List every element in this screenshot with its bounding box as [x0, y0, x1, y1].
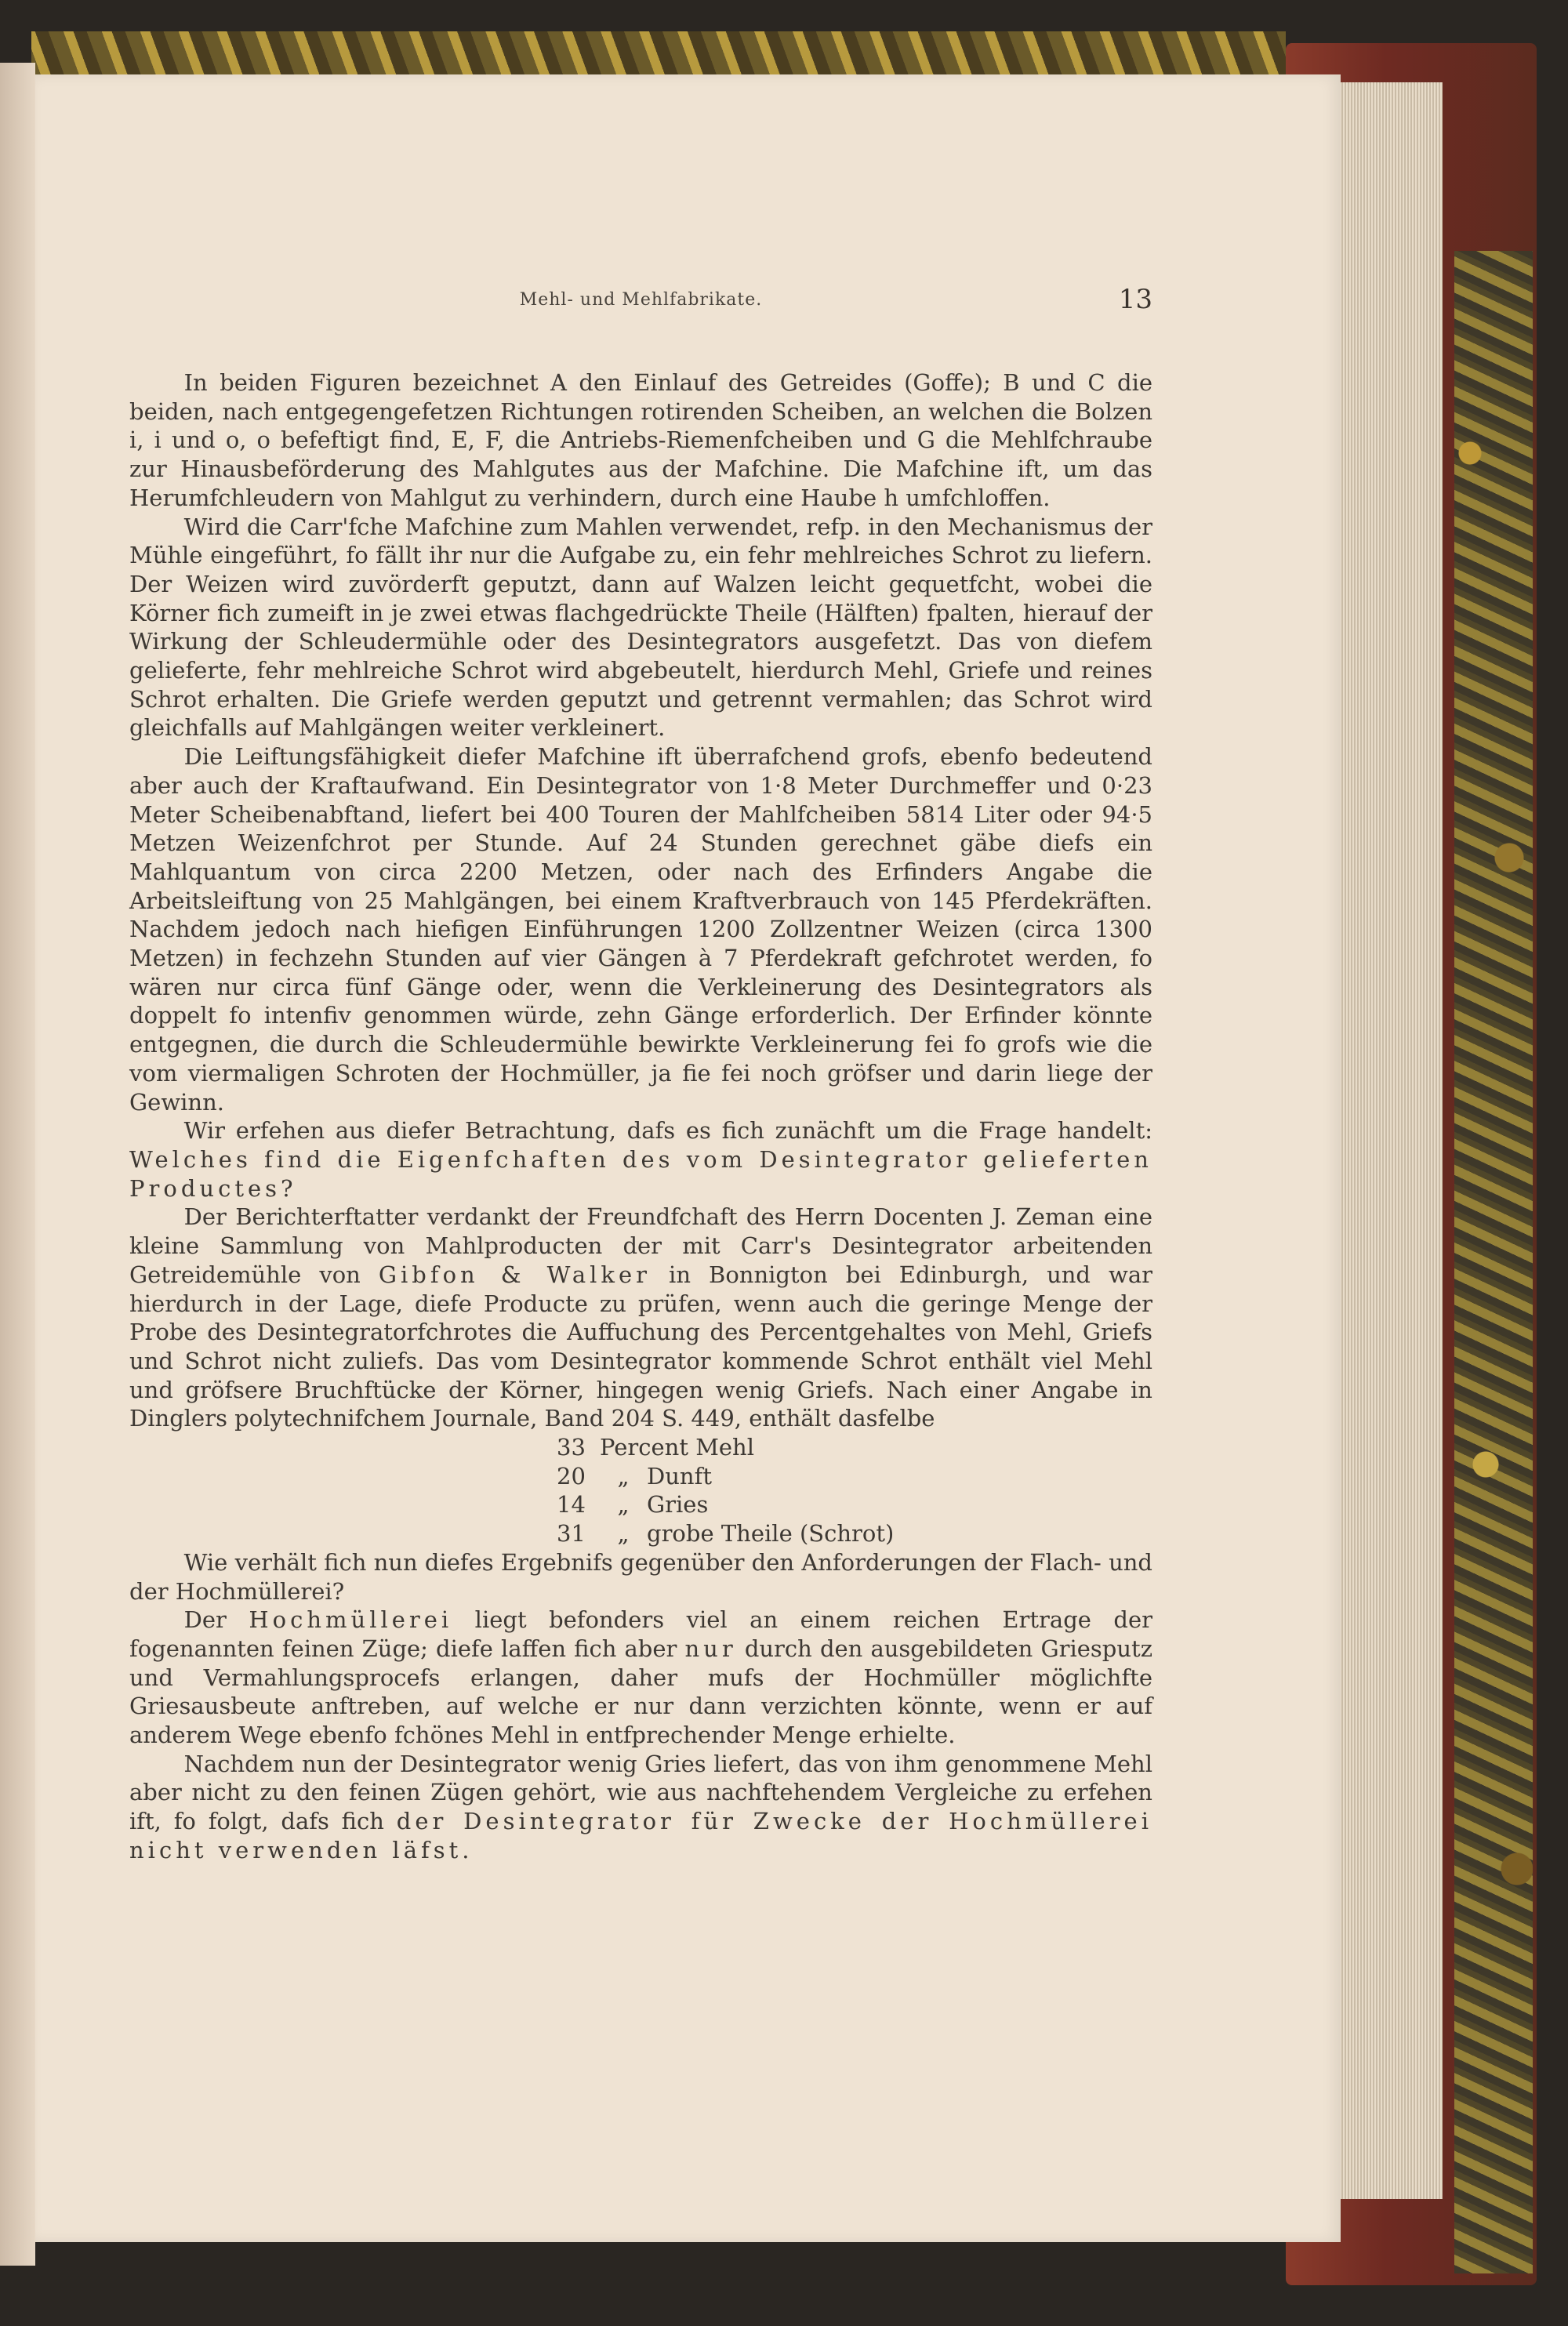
composition-label: Dunft	[647, 1462, 712, 1490]
page-stack-edge	[1337, 82, 1443, 2199]
composition-percent: 31	[557, 1520, 586, 1548]
paragraph-4-text: Wir erfehen aus diefer Betrachtung, dafs es fich zunächft um die Frage handelt:	[183, 1117, 1152, 1145]
composition-row	[557, 1462, 1152, 1491]
composition-percent: 33	[557, 1434, 586, 1461]
paragraph-1: In beiden Figuren bezeichnet A den Einlauf des Getreides (Goffe); B und C die beiden, nach entgegengefetzen Richtungen rotirenden Scheiben, an welchen die Bolzen i, i und o, o befeftigt find, E, F, die Antriebs-Riemenfcheiben und G die Mehlfchraube zur Hinausbeförderung des Mahlgutes aus der Mafchine. Die Mafchine ift, um das Herumfchleudern von Mahlgut zu verhindern, durch eine Haube h umfchloffen.	[129, 369, 1152, 511]
hochmuellerei-emphasis: Hochmüllerei	[249, 1606, 453, 1634]
left-page-edge	[0, 63, 35, 2266]
text-block	[129, 284, 1152, 1865]
paragraph-4	[129, 1116, 1152, 1203]
paragraph-5-text-b: in Bonnigton bei Edinburgh, und war hierdurch in der Lage, diefe Producte zu prüfen, wenn auch die geringe Menge der Probe des Desintegratorfchrotes die Auffuchung des Percentgehaltes von Mehl, Griefs und Schrot nicht zuliefs. Das vom Desintegrator kommende Schrot enthält viel Mehl und gröfsere Bruchftücke der Körner, hingegen wenig Griefs. Nach einer Angabe in Dinglers polytechnifchem Journale, Band 204 S. 449, enthält dasfelbe	[129, 1261, 1152, 1432]
page-number: 13	[1118, 284, 1152, 315]
paragraph-8	[129, 1750, 1152, 1865]
running-title: Mehl- und Mehlfabrikate.	[519, 290, 763, 310]
composition-percent: 20	[557, 1462, 586, 1490]
ditto-mark: „	[617, 1520, 630, 1548]
composition-label: grobe Theile (Schrot)	[647, 1520, 895, 1548]
paragraph-5	[129, 1203, 1152, 1433]
book-page	[35, 74, 1341, 2242]
paragraph-8-text: Nachdem nun der Desintegrator wenig Gries liefert, das von ihm genommene Mehl aber nicht zu den feinen Zügen gehört, wie aus nachftehendem Vergleiche zu erfehen ift, fo folgt, dafs fich	[129, 1750, 1152, 1835]
paragraph-7-text-c: durch den ausgebildeten Griesputz und Vermahlungsprocefs erlangen, daher mufs der Hochmüller möglichfte Griesausbeute anftreben, auf welche er nur dann verzichten könnte, wenn er auf anderem Wege ebenfo fchönes Mehl in entfprechender Menge erhielte.	[129, 1635, 1152, 1749]
nur-emphasis: nur	[684, 1635, 737, 1662]
question-emphasis: Welches find die Eigenfchaften des vom Desintegrator gelieferten Productes?	[129, 1145, 1152, 1202]
paragraph-5-text-a: Der Berichterftatter verdankt der Freundfchaft des Herrn Docenten J. Zeman eine kleine Sammlung von Mahlproducten der mit Carr's Desintegrator arbeitenden Getreidemühle von	[129, 1203, 1152, 1288]
paragraph-3: Die Leiftungsfähigkeit diefer Mafchine ift überrafchend grofs, ebenfo bedeutend aber auch der Kraftaufwand. Ein Desintegrator von 1·8 Meter Durchmeffer und 0·23 Meter Scheibenabftand, liefert bei 400 Touren der Mahlfcheiben 5814 Liter oder 94·5 Metzen Weizenfchrot per Stunde. Auf 24 Stunden gerechnet gäbe diefs ein Mahlquantum von circa 2200 Metzen, oder nach des Erfinders Angabe die Arbeitsleiftung von 25 Mahlgängen, bei einem Kraftverbrauch von 145 Pferdekräften. Nachdem jedoch nach hiefigen Einführungen 1200 Zollzentner Weizen (circa 1300 Metzen) in fechzehn Stunden auf vier Gängen à 7 Pferdekraft gefchrotet werden, fo wären nur circa fünf Gänge oder, wenn die Verkleinerung des Desintegrators als doppelt fo intenfiv genommen würde, zehn Gänge erforderlich. Der Erfinder könnte entgegnen, die durch die Schleudermühle bewirkte Verkleinerung fei fo grofs wie die vom viermaligen Schroten der Hochmüller, ja fie fei noch gröfser und darin liege der Gewinn.	[129, 743, 1152, 1116]
paragraph-7-text-a: Der	[183, 1606, 249, 1634]
running-head	[129, 284, 1152, 337]
marbled-cover-paper	[1454, 251, 1533, 2273]
composition-row	[557, 1519, 1152, 1548]
composition-percent: 14	[557, 1491, 586, 1519]
paragraph-7-text-b: liegt befonders viel an einem reichen Ertrage der fogenannten feinen Züge; diefe laffen fich aber	[129, 1606, 1152, 1662]
company-name: Gibfon & Walker	[378, 1261, 652, 1288]
conclusion-emphasis: der Desintegrator für Zwecke der Hochmüllerei nicht verwenden läfst.	[129, 1808, 1152, 1863]
paragraph-2: Wird die Carr'fche Mafchine zum Mahlen verwendet, refp. in den Mechanismus der Mühle eingeführt, fo fällt ihr nur die Aufgabe zu, ein fehr mehlreiches Schrot zu liefern. Der Weizen wird zuvörderft geputzt, dann auf Walzen leicht gequetfcht, wobei die Körner fich zumeift in je zwei etwas flachgedrückte Theile (Hälften) fpalten, hierauf der Wirkung der Schleudermühle oder des Desintegrators ausgefetzt. Das von diefem gelieferte, fehr mehlreiche Schrot wird abgebeutelt, hierdurch Mehl, Griefe und reines Schrot erhalten. Die Griefe werden geputzt und getrennt vermahlen; das Schrot wird gleichfalls auf Mahlgängen weiter verkleinert.	[129, 513, 1152, 742]
paragraph-6: Wie verhält fich nun diefes Ergebnifs gegenüber den Anforderungen der Flach- und der Hochmüllerei?	[129, 1548, 1152, 1605]
composition-row	[557, 1490, 1152, 1519]
composition-list	[557, 1433, 1152, 1548]
composition-row	[557, 1433, 1152, 1462]
composition-label: Gries	[647, 1491, 709, 1519]
paragraph-7	[129, 1606, 1152, 1750]
composition-label: Percent Mehl	[600, 1434, 754, 1461]
ditto-mark: „	[617, 1462, 630, 1490]
ditto-mark: „	[617, 1491, 630, 1519]
